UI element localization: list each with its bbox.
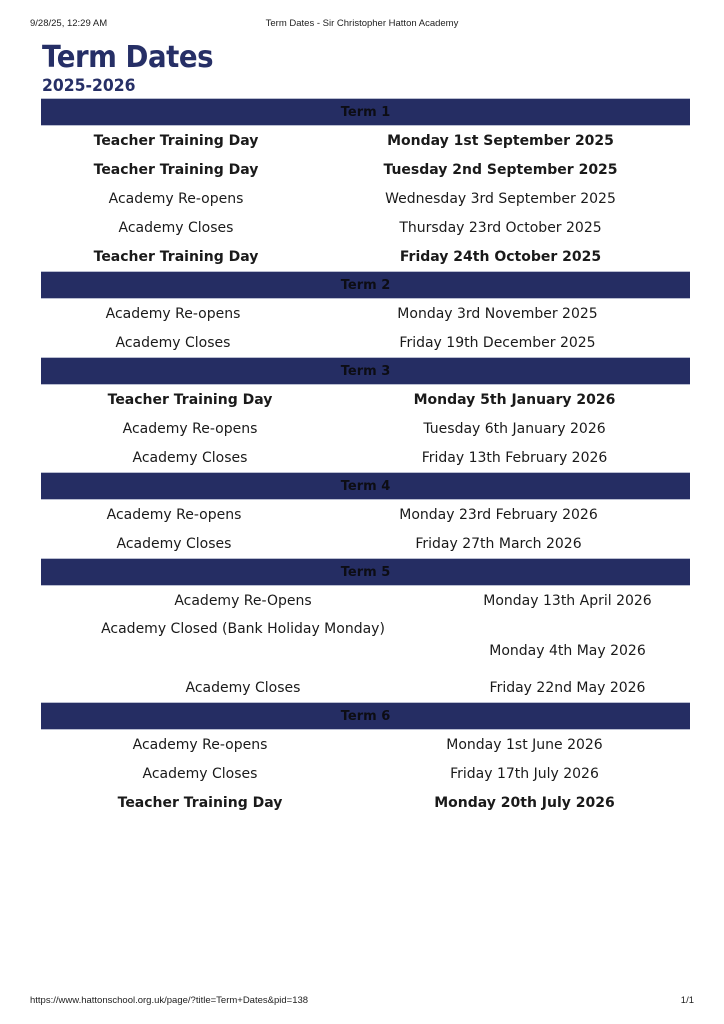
event-cell: Academy Closed (Bank Holiday Monday) xyxy=(101,621,385,637)
date-cell: Monday 4th May 2026 xyxy=(489,643,646,659)
date-cell: Wednesday 3rd September 2025 xyxy=(385,190,616,207)
date-cell: Monday 20th July 2026 xyxy=(434,794,615,811)
table-row xyxy=(41,242,690,271)
page-title: Term Dates xyxy=(42,40,214,75)
event-cell: Teacher Training Day xyxy=(117,794,283,811)
table-row xyxy=(41,788,690,817)
date-cell: Friday 22nd May 2026 xyxy=(489,679,646,696)
date-cell: Monday 5th January 2026 xyxy=(413,391,616,408)
table-row xyxy=(41,443,690,472)
term-1-header: Term 1 xyxy=(41,98,690,126)
date-cell: Tuesday 2nd September 2025 xyxy=(383,161,618,178)
table-row xyxy=(41,414,690,443)
term-3-header: Term 3 xyxy=(41,357,690,385)
term-dates-table xyxy=(41,98,690,817)
date-cell: Friday 24th October 2025 xyxy=(399,248,602,265)
date-cell: Friday 17th July 2026 xyxy=(450,765,599,782)
event-cell: Academy Closes xyxy=(116,535,232,552)
table-row xyxy=(41,673,690,702)
date-cell: Monday 13th April 2026 xyxy=(483,592,652,609)
page-subtitle: 2025-2026 xyxy=(42,76,136,96)
print-page-number: 1/1 xyxy=(680,995,694,1006)
table-row xyxy=(41,730,690,759)
event-cell: Academy Closes xyxy=(115,334,231,351)
print-datetime: 9/28/25, 12:29 AM xyxy=(30,18,108,29)
term-4-header: Term 4 xyxy=(41,472,690,500)
event-cell: Academy Closes xyxy=(185,679,301,696)
date-cell: Monday 3rd November 2025 xyxy=(397,305,598,322)
date-cell: Monday 1st June 2026 xyxy=(446,736,603,753)
date-cell: Thursday 23rd October 2025 xyxy=(399,219,602,236)
event-cell: Academy Re-opens xyxy=(105,305,241,322)
date-cell: Friday 27th March 2026 xyxy=(415,535,582,552)
term-2-header: Term 2 xyxy=(41,271,690,299)
date-cell: Monday 1st September 2025 xyxy=(387,132,614,149)
table-row xyxy=(41,213,690,242)
event-cell: Teacher Training Day xyxy=(93,248,259,265)
print-page-title: Term Dates - Sir Christopher Hatton Academy xyxy=(265,18,459,29)
event-cell: Academy Re-opens xyxy=(122,420,258,437)
print-url: https://www.hattonschool.org.uk/page/?title=Term+Dates&pid=138 xyxy=(30,995,309,1006)
event-cell: Academy Re-opens xyxy=(106,506,242,523)
table-row xyxy=(41,759,690,788)
event-cell: Teacher Training Day xyxy=(93,132,259,149)
table-row xyxy=(41,385,690,414)
term-6-header: Term 6 xyxy=(41,702,690,730)
date-cell: Tuesday 6th January 2026 xyxy=(423,420,606,437)
table-row xyxy=(41,586,690,615)
table-row xyxy=(41,328,690,357)
event-cell: Academy Re-opens xyxy=(132,736,268,753)
table-row xyxy=(41,155,690,184)
term-5-header: Term 5 xyxy=(41,558,690,586)
event-cell: Academy Closes xyxy=(142,765,258,782)
event-cell: Academy Re-Opens xyxy=(174,592,312,609)
event-cell: Academy Re-opens xyxy=(108,190,244,207)
event-cell: Teacher Training Day xyxy=(93,161,259,178)
table-row xyxy=(41,184,690,213)
table-row xyxy=(41,529,690,558)
event-cell: Academy Closes xyxy=(132,449,248,466)
table-row xyxy=(41,500,690,529)
date-cell: Monday 23rd February 2026 xyxy=(399,506,598,523)
date-cell: Friday 13th February 2026 xyxy=(421,449,608,466)
table-row xyxy=(41,615,690,673)
table-row xyxy=(41,126,690,155)
event-cell: Teacher Training Day xyxy=(107,391,273,408)
event-cell: Academy Closes xyxy=(118,219,234,236)
date-cell: Friday 19th December 2025 xyxy=(399,334,596,351)
table-row xyxy=(41,299,690,328)
